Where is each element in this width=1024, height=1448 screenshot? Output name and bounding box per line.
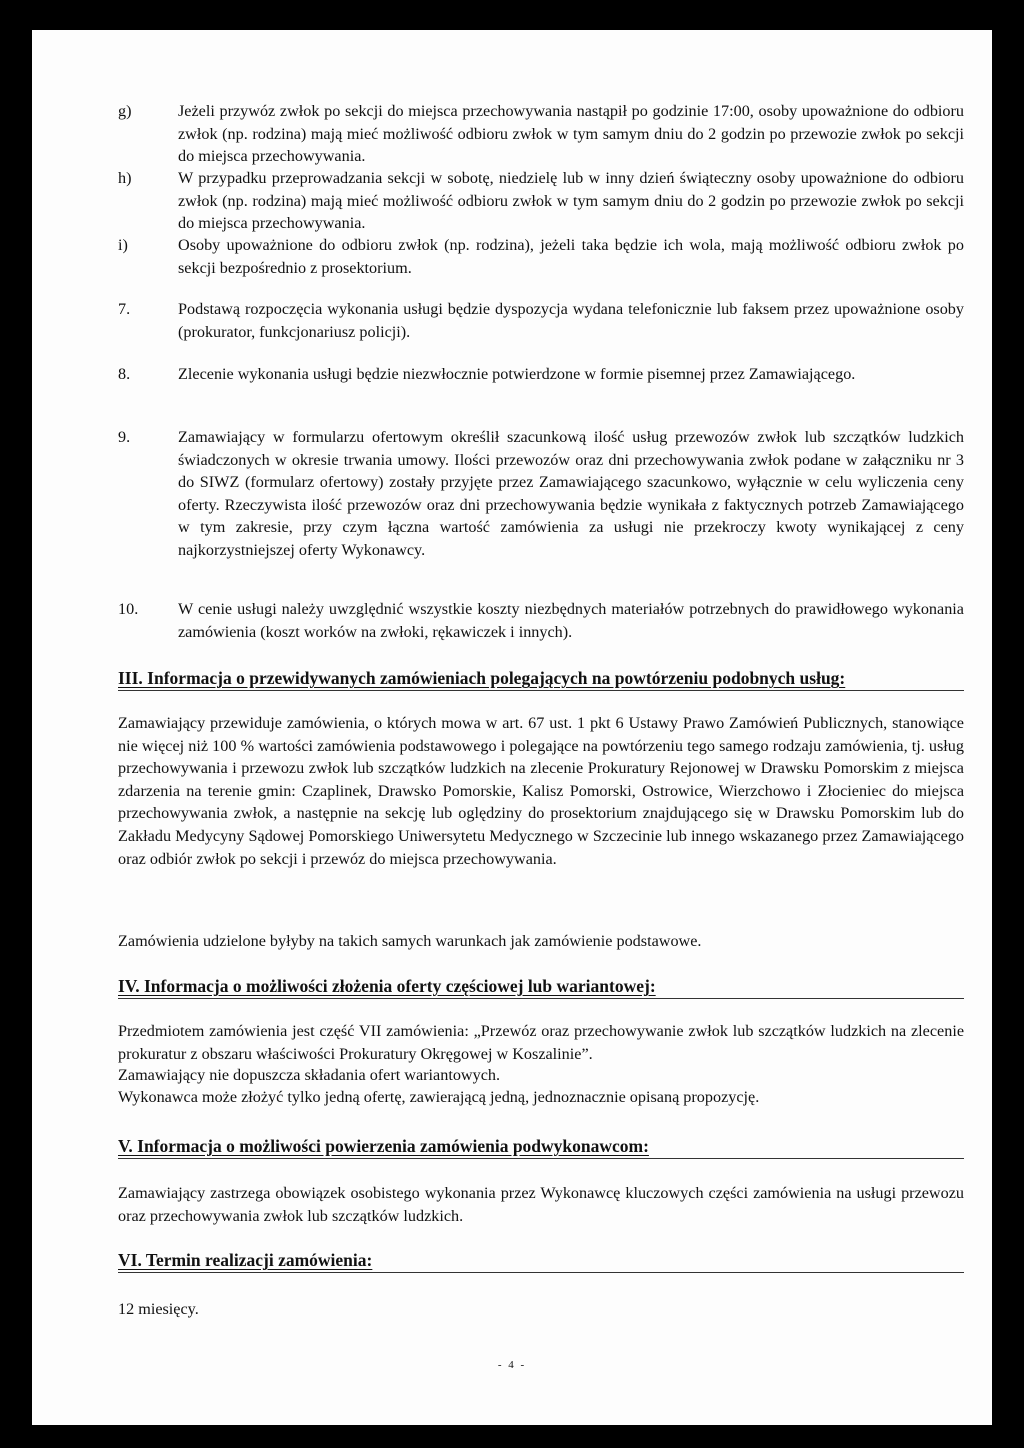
section-paragraph: Zamawiający nie dopuszcza składania ofert wariantowych. bbox=[118, 1066, 501, 1084]
list-item-text: Osoby upoważnione do odbioru zwłok (np. rodzina), jeżeli taka będzie ich wola, mają możliwość odbioru zwłok po sekcji bezpośrednio z prosektorium. bbox=[178, 236, 964, 277]
numbered-item-label: 8. bbox=[118, 365, 131, 383]
section-rule bbox=[118, 998, 964, 999]
numbered-item-label: 9. bbox=[118, 428, 131, 446]
section-paragraph: Wykonawca może złożyć tylko jedną ofertę, zawierającą jedną, jednoznacznie opisaną propozycję. bbox=[118, 1088, 760, 1106]
numbered-item-text: Zamawiający w formularzu ofertowym określił szacunkową ilość usług przewozów zwłok lub szczątków ludzkich świadczonych w okresie trwania umowy. Ilości przewozów oraz dni przechowywania zwłok podane w załączniku nr 3 do SIWZ (formularz ofertowy) zostały przyjęte przez Zamawiającego szacunkowo, wyłącznie w celu wyliczenia ceny oferty. Rzeczywista ilość przewozów oraz dni przechowywania będzie wynikała z faktycznych potrzeb Zamawiającego w tym zakresie, przy czym łączna wartość zamówienia za usługi nie przekroczy kwoty wynikającej z ceny najkorzystniejszej oferty Wykonawcy. bbox=[178, 428, 964, 559]
section-heading-text: VI. Termin realizacji zamówienia: bbox=[118, 1250, 373, 1270]
section-rule bbox=[118, 1272, 964, 1273]
list-item-text: W przypadku przeprowadzania sekcji w sobotę, niedzielę lub w inny dzień świąteczny osoby upoważnione do odbioru zwłok (np. rodzina) mają mieć możliwość odbioru zwłok w tym samym dniu do 2 godzin po przewozie zwłok po sekcji do miejsca przechowywania. bbox=[178, 169, 964, 233]
section-paragraph: 12 miesięcy. bbox=[118, 1300, 199, 1318]
section-paragraph: Zamawiający przewiduje zamówienia, o których mowa w art. 67 ust. 1 pkt 6 Ustawy Prawo Zamówień Publicznych, stanowiące nie więcej niż 100 % wartości zamówienia podstawowego i polegające na powtórzeniu tego samego rodzaju zamówienia, tj. usług przechowywania i przewozu zwłok lub szczątków ludzkich na zlecenie Prokuratury Rejonowej w Drawsku Pomorskim z miejsca zdarzenia na terenie gmin: Czaplinek, Drawsko Pomorskie, Kalisz Pomorski, Ostrowice, Wierzchowo i Złocieniec do miejsca przechowywania zwłok, a następnie na sekcję lub oględziny do prosektorium znajdującego się w Drawsku Pomorskim lub do Zakładu Medycyny Sądowej Pomorskiego Uniwersytetu Medycznego w Szczecinie lub innego wskazanego przez Zamawiającego oraz odbiór zwłok po sekcji i przewóz do miejsca przechowywania. bbox=[118, 714, 964, 868]
section-paragraph: Zamawiający zastrzega obowiązek osobistego wykonania przez Wykonawcę kluczowych części zamówienia na usługi przewozu oraz przechowywania zwłok lub szczątków ludzkich. bbox=[118, 1184, 964, 1225]
section-paragraph: Zamówienia udzielone byłyby na takich samych warunkach jak zamówienie podstawowe. bbox=[118, 932, 702, 950]
section-paragraph: Przedmiotem zamówienia jest część VII zamówienia: „Przewóz oraz przechowywanie zwłok lub szczątków ludzkich na zlecenie prokuratur z obszaru właściwości Prokuratury Okręgowej w Koszalinie”. bbox=[118, 1022, 964, 1063]
list-item-label: i) bbox=[118, 236, 128, 254]
section-rule bbox=[118, 1158, 964, 1159]
page-number: - 4 - bbox=[497, 1359, 527, 1371]
list-item-label: g) bbox=[118, 102, 132, 120]
page-content bbox=[32, 30, 992, 1425]
section-heading-v bbox=[118, 1135, 964, 1157]
numbered-item-text: Podstawą rozpoczęcia wykonania usługi będzie dyspozycja wydana telefonicznie lub faksem przez upoważnione osoby (prokurator, funkcjonariusz policji). bbox=[178, 300, 964, 341]
document-page bbox=[32, 30, 992, 1425]
section-heading-text: IV. Informacja o możliwości złożenia oferty częściowej lub wariantowej: bbox=[118, 976, 656, 996]
section-rule bbox=[118, 690, 964, 691]
section-heading-iii bbox=[118, 667, 964, 689]
section-heading-iv bbox=[118, 975, 964, 997]
numbered-item-text: Zlecenie wykonania usługi będzie niezwłocznie potwierdzone w formie pisemnej przez Zamawiającego. bbox=[178, 365, 856, 383]
section-heading-text: V. Informacja o możliwości powierzenia zamówienia podwykonawcom: bbox=[118, 1136, 649, 1156]
numbered-item-text: W cenie usługi należy uwzględnić wszystkie koszty niezbędnych materiałów potrzebnych do prawidłowego wykonania zamówienia (koszt worków na zwłoki, rękawiczek i innych). bbox=[178, 600, 964, 641]
section-heading-vi bbox=[118, 1249, 964, 1271]
numbered-item-label: 7. bbox=[118, 300, 131, 318]
section-heading-text: III. Informacja o przewidywanych zamówieniach polegających na powtórzeniu podobnych usług: bbox=[118, 668, 846, 688]
numbered-item-label: 10. bbox=[118, 600, 139, 618]
list-item-text: Jeżeli przywóz zwłok po sekcji do miejsca przechowywania nastąpił po godzinie 17:00, osoby upoważnione do odbioru zwłok (np. rodzina) mają mieć możliwość odbioru zwłok w tym samym dniu do 2 godzin po przewozie zwłok po sekcji do miejsca przechowywania. bbox=[178, 102, 964, 166]
list-item-label: h) bbox=[118, 169, 132, 187]
